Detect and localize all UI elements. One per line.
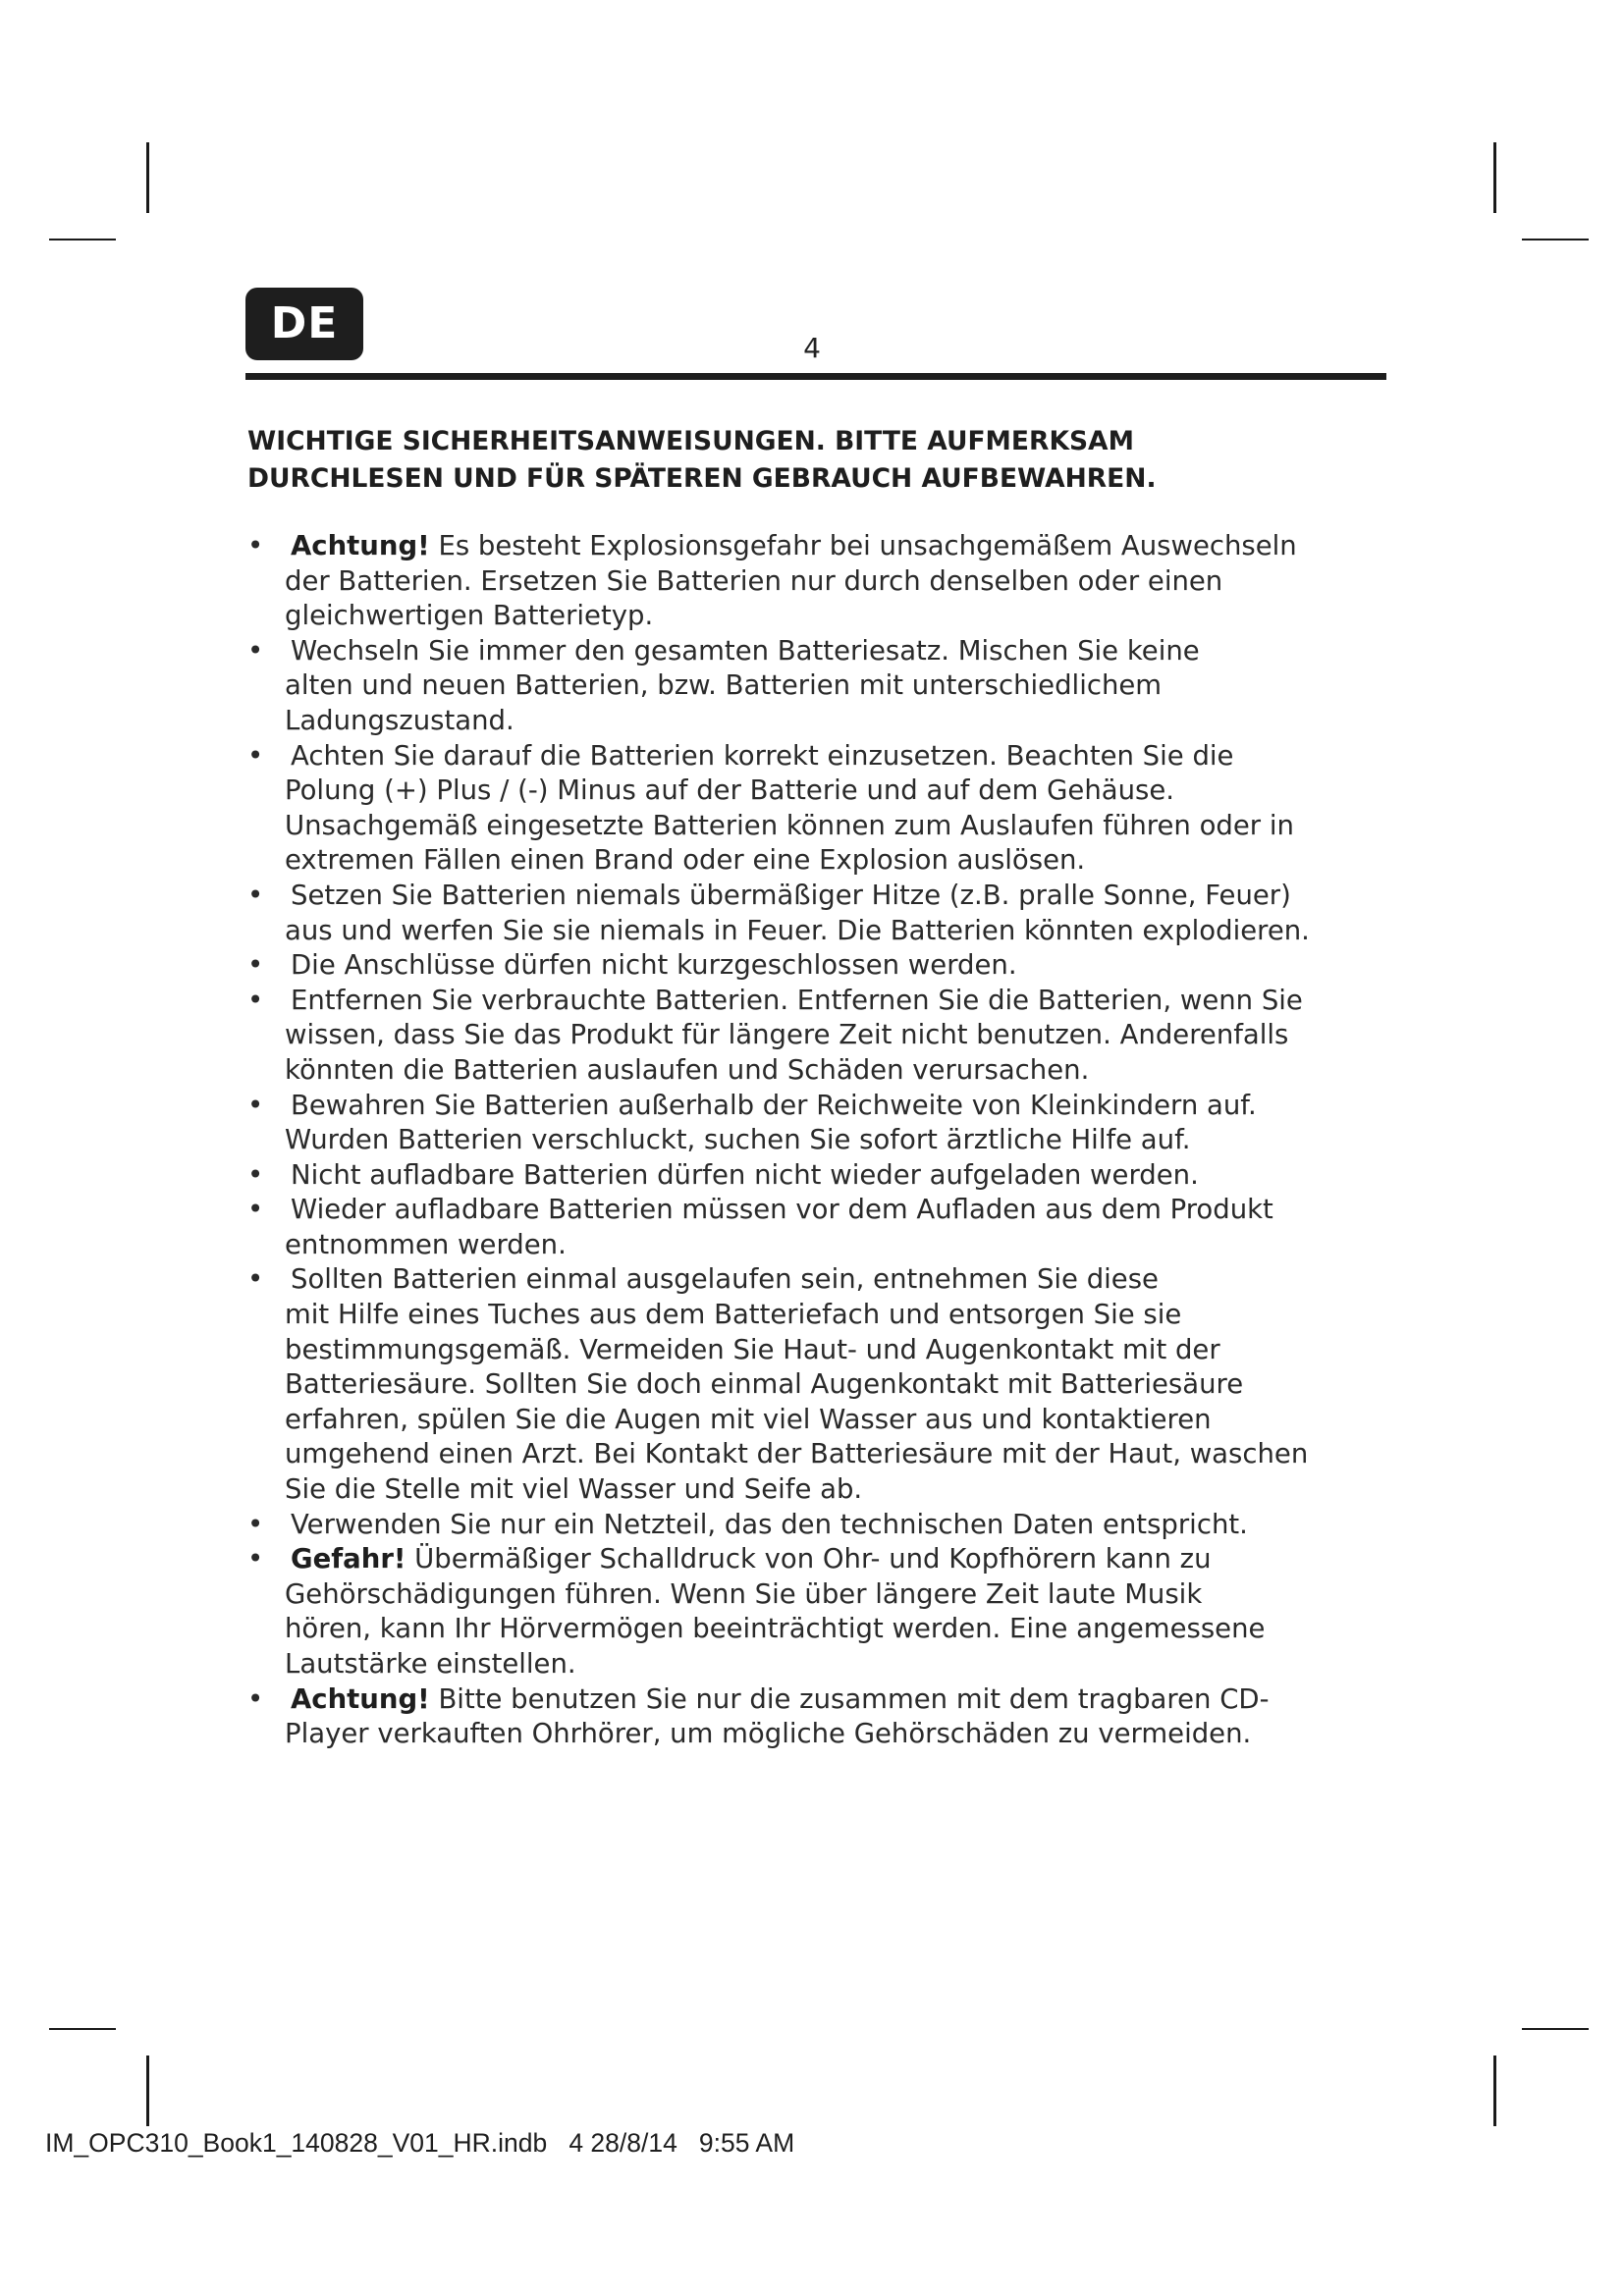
list-item-line: Ladungszustand. — [285, 704, 514, 736]
list-item-line: wissen, dass Sie das Produkt für längere Zeit nicht benutzen. Anderenfalls — [285, 1019, 1289, 1051]
list-item-line: aus und werfen Sie sie niemals in Feuer. Die Batterien könnten explodieren. — [285, 914, 1310, 946]
bullet-point: • — [247, 1682, 264, 1715]
list-item-line: Verwenden Sie nur ein Netzteil, das den technischen Daten entspricht. — [291, 1508, 1248, 1540]
crop-mark-top-left-vertical — [146, 142, 149, 213]
crop-mark-bottom-right-horizontal — [1522, 2028, 1589, 2030]
bullet-point: • — [247, 530, 264, 561]
list-item-line — [291, 529, 1396, 564]
list-item-emphasis: Achtung! — [291, 530, 430, 561]
list-item-line: Wurden Batterien verschluckt, suchen Sie sofort ärztliche Hilfe auf. — [285, 1124, 1191, 1156]
list-item-line: Nicht aufladbare Batterien dürfen nicht wieder aufgeladen werden. — [291, 1158, 1199, 1191]
list-item-line: Die Anschlüsse dürfen nicht kurzgeschlossen werden. — [291, 949, 1017, 982]
safety-instructions-list — [247, 529, 1396, 1752]
crop-mark-top-right-vertical — [1493, 142, 1496, 213]
list-item — [247, 739, 1396, 879]
list-item — [247, 879, 1396, 948]
list-item — [247, 1262, 1396, 1507]
bullet-point: • — [247, 1158, 264, 1191]
bullet-point: • — [247, 879, 264, 911]
bullet-point: • — [247, 1263, 264, 1296]
bullet-point: • — [247, 984, 264, 1016]
list-item-line: alten und neuen Batterien, bzw. Batterien mit unterschiedlichem — [285, 669, 1163, 702]
list-item — [247, 529, 1396, 634]
list-item-line: Setzen Sie Batterien niemals übermäßiger Hitze (z.B. pralle Sonne, Feuer) — [291, 879, 1291, 911]
list-item-line: Player verkauften Ohrhörer, um mögliche Gehörschäden zu vermeiden. — [285, 1718, 1252, 1750]
list-item-line: umgehend einen Arzt. Bei Kontakt der Batteriesäure mit der Haut, waschen — [285, 1438, 1309, 1470]
list-item-line: entnommen werden. — [285, 1228, 567, 1260]
print-slug: IM_OPC310_Book1_140828_V01_HR.indb 4 28/8/14 9:55 AM — [45, 2128, 795, 2158]
safety-heading — [247, 423, 1386, 498]
list-item-line: der Batterien. Ersetzen Sie Batterien nur durch denselben oder einen — [285, 564, 1223, 597]
language-badge: DE — [245, 288, 363, 360]
list-item-line: Achten Sie darauf die Batterien korrekt einzusetzen. Beachten Sie die — [291, 739, 1234, 772]
crop-mark-bottom-left-horizontal — [49, 2028, 116, 2030]
list-item — [247, 1158, 1396, 1194]
safety-heading-line-1: WICHTIGE SICHERHEITSANWEISUNGEN. BITTE AUFMERKSAM — [247, 426, 1134, 456]
list-item-line: mit Hilfe eines Tuches aus dem Batteriefach und entsorgen Sie sie — [285, 1299, 1182, 1331]
crop-mark-bottom-left-vertical — [146, 2056, 149, 2126]
list-item-emphasis: Gefahr! — [291, 1543, 406, 1575]
list-item-line — [291, 1542, 1396, 1577]
page-number: 4 — [803, 332, 821, 364]
list-item-text: Übermäßiger Schalldruck von Ohr- und Kopfhörern kann zu — [406, 1543, 1212, 1575]
bullet-point: • — [247, 739, 264, 772]
list-item — [247, 1508, 1396, 1543]
list-item-text: Es besteht Explosionsgefahr bei unsachgemäßem Auswechseln — [429, 530, 1297, 561]
list-item-line: gleichwertigen Batterietyp. — [285, 600, 654, 632]
list-item-line: Entfernen Sie verbrauchte Batterien. Entfernen Sie die Batterien, wenn Sie — [291, 984, 1303, 1016]
list-item-emphasis: Achtung! — [291, 1682, 430, 1715]
bullet-point: • — [247, 949, 264, 982]
list-item-line: hören, kann Ihr Hörvermögen beeinträchtigt werden. Eine angemessene — [285, 1613, 1266, 1645]
list-item-line: könnten die Batterien auslaufen und Schäden verursachen. — [285, 1053, 1090, 1086]
header-rule — [245, 373, 1386, 380]
crop-mark-top-left-horizontal — [49, 239, 116, 240]
list-item-line: Gehörschädigungen führen. Wenn Sie über längere Zeit laute Musik — [285, 1577, 1203, 1610]
list-item — [247, 1089, 1396, 1158]
list-item-text: Bitte benutzen Sie nur die zusammen mit dem tragbaren CD- — [429, 1682, 1270, 1715]
list-item-line — [291, 1682, 1396, 1718]
bullet-point: • — [247, 1194, 264, 1226]
list-item-line: Sollten Batterien einmal ausgelaufen sein, entnehmen Sie diese — [291, 1263, 1159, 1296]
crop-mark-bottom-right-vertical — [1493, 2056, 1496, 2126]
list-item-line: Wieder aufladbare Batterien müssen vor dem Aufladen aus dem Produkt — [291, 1194, 1273, 1226]
list-item-line: Lautstärke einstellen. — [285, 1648, 576, 1680]
list-item — [247, 1193, 1396, 1262]
list-item — [247, 634, 1396, 739]
list-item — [247, 948, 1396, 984]
list-item — [247, 1542, 1396, 1682]
crop-mark-top-right-horizontal — [1522, 239, 1589, 240]
list-item-line: bestimmungsgemäß. Vermeiden Sie Haut- und Augenkontakt mit der — [285, 1333, 1220, 1365]
list-item-line: Wechseln Sie immer den gesamten Batteriesatz. Mischen Sie keine — [291, 634, 1200, 667]
list-item-line: Sie die Stelle mit viel Wasser und Seife ab. — [285, 1473, 863, 1506]
bullet-point: • — [247, 1089, 264, 1121]
bullet-point: • — [247, 1508, 264, 1540]
list-item — [247, 984, 1396, 1089]
list-item — [247, 1682, 1396, 1752]
bullet-point: • — [247, 634, 264, 667]
list-item-line: erfahren, spülen Sie die Augen mit viel Wasser aus und kontaktieren — [285, 1403, 1212, 1435]
list-item-line: Batteriesäure. Sollten Sie doch einmal Augenkontakt mit Batteriesäure — [285, 1368, 1244, 1401]
list-item-line: Unsachgemäß eingesetzte Batterien können zum Auslaufen führen oder in — [285, 809, 1294, 841]
safety-heading-line-2: DURCHLESEN UND FÜR SPÄTEREN GEBRAUCH AUFBEWAHREN. — [247, 463, 1157, 494]
list-item-line: Polung (+) Plus / (-) Minus auf der Batterie und auf dem Gehäuse. — [285, 774, 1175, 807]
list-item-line: extremen Fällen einen Brand oder eine Explosion auslösen. — [285, 844, 1086, 877]
bullet-point: • — [247, 1543, 264, 1575]
list-item-line: Bewahren Sie Batterien außerhalb der Reichweite von Kleinkindern auf. — [291, 1089, 1257, 1121]
